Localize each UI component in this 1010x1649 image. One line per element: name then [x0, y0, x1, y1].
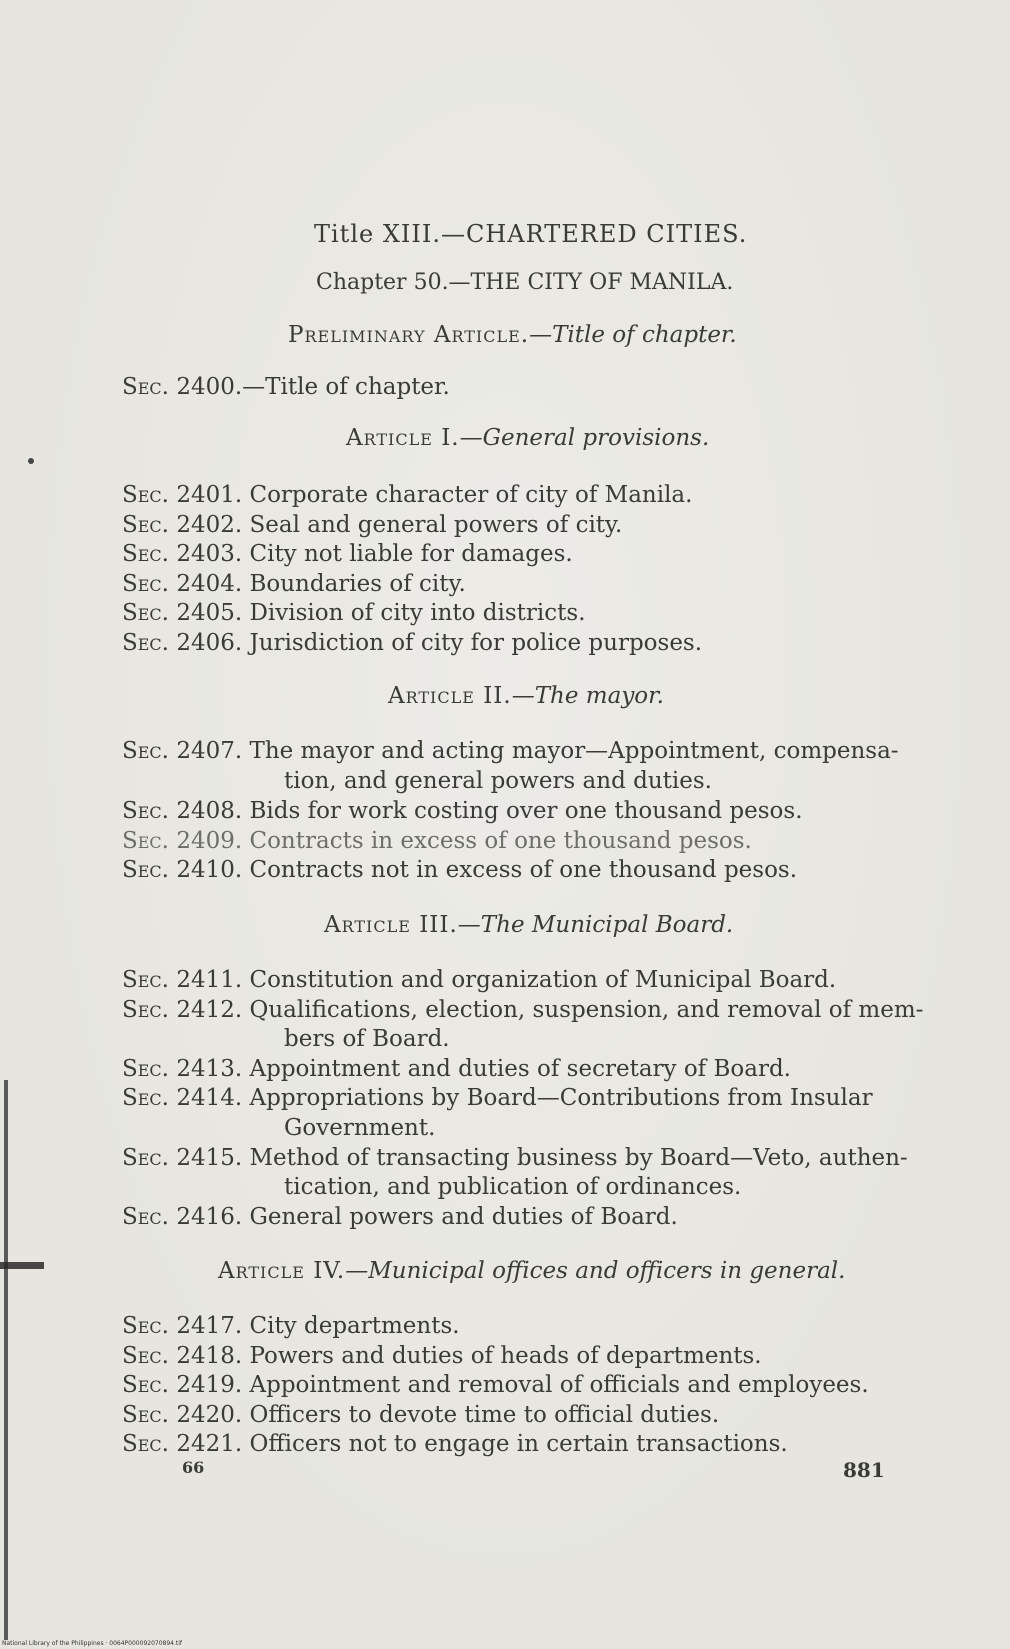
section-number: 2415. — [176, 1145, 243, 1171]
section-label: Sec. — [122, 1313, 169, 1339]
section-label: Sec. — [122, 967, 169, 993]
section-number: 2421. — [176, 1431, 243, 1457]
section-continuation: bers of Board. — [284, 1026, 450, 1052]
section-text: City not liable for damages. — [249, 541, 573, 567]
section-label: Sec. — [122, 828, 169, 854]
section-number: 2411. — [176, 967, 243, 993]
ink-dot — [28, 458, 34, 464]
section-entry — [122, 1083, 962, 1113]
section-entry — [122, 826, 962, 856]
section-entry — [122, 1143, 962, 1173]
section-label: Sec. — [122, 798, 169, 824]
section-number: 2420. — [176, 1402, 243, 1428]
section-number: 2406. — [176, 630, 243, 656]
section-entry — [122, 796, 962, 826]
section-text: Constitution and organization of Municipal Board. — [249, 967, 837, 993]
section-label: Sec. — [122, 1204, 169, 1230]
page-number: 881 — [843, 1458, 885, 1482]
section-text: Boundaries of city. — [249, 571, 466, 597]
article-subject: —Title of chapter. — [529, 322, 737, 348]
section-entry — [122, 1429, 962, 1459]
section-text: Officers not to engage in certain transactions. — [249, 1431, 788, 1457]
section-number: 2403. — [176, 541, 243, 567]
article-4-heading — [218, 1258, 845, 1284]
section-entry — [122, 1054, 962, 1084]
section-text: City departments. — [249, 1313, 460, 1339]
section-number: 2417. — [176, 1313, 243, 1339]
section-number: 2419. — [176, 1372, 243, 1398]
section-text: Corporate character of city of Manila. — [249, 482, 693, 508]
section-label: Sec. — [122, 997, 169, 1023]
section-number: 2400. — [176, 374, 243, 400]
section-number: 2407. — [176, 738, 243, 764]
section-text: Division of city into districts. — [249, 600, 586, 626]
section-label: Sec. — [122, 1431, 169, 1457]
footer-credit: National Library of the Philippines · 0064P000092070894.tif — [2, 1640, 183, 1647]
section-entry — [122, 480, 962, 510]
article-label: Article IV. — [218, 1258, 346, 1284]
section-entry — [122, 736, 962, 766]
section-label: Sec. — [122, 512, 169, 538]
article-subject: —Municipal offices and officers in general. — [345, 1258, 846, 1284]
section-entry — [122, 372, 962, 402]
section-number: 2401. — [176, 482, 243, 508]
section-number: 2414. — [176, 1085, 243, 1111]
section-label: Sec. — [122, 482, 169, 508]
margin-mark — [0, 1262, 44, 1269]
section-text: Appointment and duties of secretary of Board. — [249, 1056, 791, 1082]
section-continuation: tication, and publication of ordinances. — [284, 1174, 742, 1200]
section-entry — [122, 855, 962, 885]
section-label: Sec. — [122, 1343, 169, 1369]
section-number: 2413. — [176, 1056, 243, 1082]
article-subject: —The mayor. — [511, 683, 664, 709]
section-text: Contracts not in excess of one thousand pesos. — [249, 857, 798, 883]
section-number: 2416. — [176, 1204, 243, 1230]
section-label: Sec. — [122, 1056, 169, 1082]
section-text: The mayor and acting mayor—Appointment, compensa- — [249, 738, 899, 764]
binding-edge — [4, 1080, 8, 1640]
section-text: Powers and duties of heads of departments. — [249, 1343, 762, 1369]
section-number: 2409. — [176, 828, 243, 854]
section-entry — [122, 1341, 962, 1371]
section-text: Bids for work costing over one thousand pesos. — [249, 798, 803, 824]
section-entry — [122, 1400, 962, 1430]
section-number: 2410. — [176, 857, 243, 883]
section-text: Seal and general powers of city. — [249, 512, 623, 538]
section-number: 2404. — [176, 571, 243, 597]
section-text: Method of transacting business by Board—Veto, authen- — [249, 1145, 908, 1171]
section-entry — [122, 628, 962, 658]
section-label: Sec. — [122, 1372, 169, 1398]
section-text: Appropriations by Board—Contributions from Insular — [249, 1085, 873, 1111]
article-label: Preliminary Article. — [288, 322, 530, 348]
article-label: Article II. — [388, 683, 512, 709]
section-entry — [122, 1202, 962, 1232]
section-text: Qualifications, election, suspension, and removal of mem- — [249, 997, 924, 1023]
section-text: Contracts in excess of one thousand pesos. — [249, 828, 752, 854]
section-label: Sec. — [122, 1402, 169, 1428]
section-label: Sec. — [122, 1145, 169, 1171]
section-number: 2408. — [176, 798, 243, 824]
preliminary-article-heading — [288, 322, 737, 348]
section-number: 2405. — [176, 600, 243, 626]
section-label: Sec. — [122, 571, 169, 597]
article-3-heading — [324, 912, 733, 938]
section-text: Officers to devote time to official duties. — [249, 1402, 720, 1428]
section-entry — [122, 539, 962, 569]
article-label: Article III. — [324, 912, 458, 938]
section-label: Sec. — [122, 1085, 169, 1111]
article-1-heading — [346, 425, 709, 451]
section-number: 2412. — [176, 997, 243, 1023]
chapter-heading: Chapter 50.—THE CITY OF MANILA. — [316, 270, 734, 295]
section-entry — [122, 1370, 962, 1400]
section-entry — [122, 598, 962, 628]
section-continuation: Government. — [284, 1115, 436, 1141]
section-text: Jurisdiction of city for police purposes. — [249, 630, 703, 656]
article-subject: —General provisions. — [459, 425, 710, 451]
section-text: General powers and duties of Board. — [249, 1204, 678, 1230]
section-entry — [122, 1311, 962, 1341]
section-label: Sec. — [122, 374, 169, 400]
section-number: 2418. — [176, 1343, 243, 1369]
section-text: Appointment and removal of officials and employees. — [249, 1372, 869, 1398]
section-entry — [122, 510, 962, 540]
article-label: Article I. — [346, 425, 460, 451]
section-label: Sec. — [122, 600, 169, 626]
section-entry — [122, 569, 962, 599]
section-text: —Title of chapter. — [242, 374, 450, 400]
section-entry — [122, 995, 962, 1025]
section-label: Sec. — [122, 738, 169, 764]
section-number: 2402. — [176, 512, 243, 538]
article-subject: —The Municipal Board. — [457, 912, 734, 938]
section-label: Sec. — [122, 857, 169, 883]
section-entry — [122, 965, 962, 995]
section-label: Sec. — [122, 630, 169, 656]
section-continuation: tion, and general powers and duties. — [284, 768, 712, 794]
signature-mark: 66 — [182, 1458, 205, 1477]
section-label: Sec. — [122, 541, 169, 567]
article-2-heading — [388, 683, 664, 709]
title-heading: Title XIII.—CHARTERED CITIES. — [314, 220, 748, 248]
